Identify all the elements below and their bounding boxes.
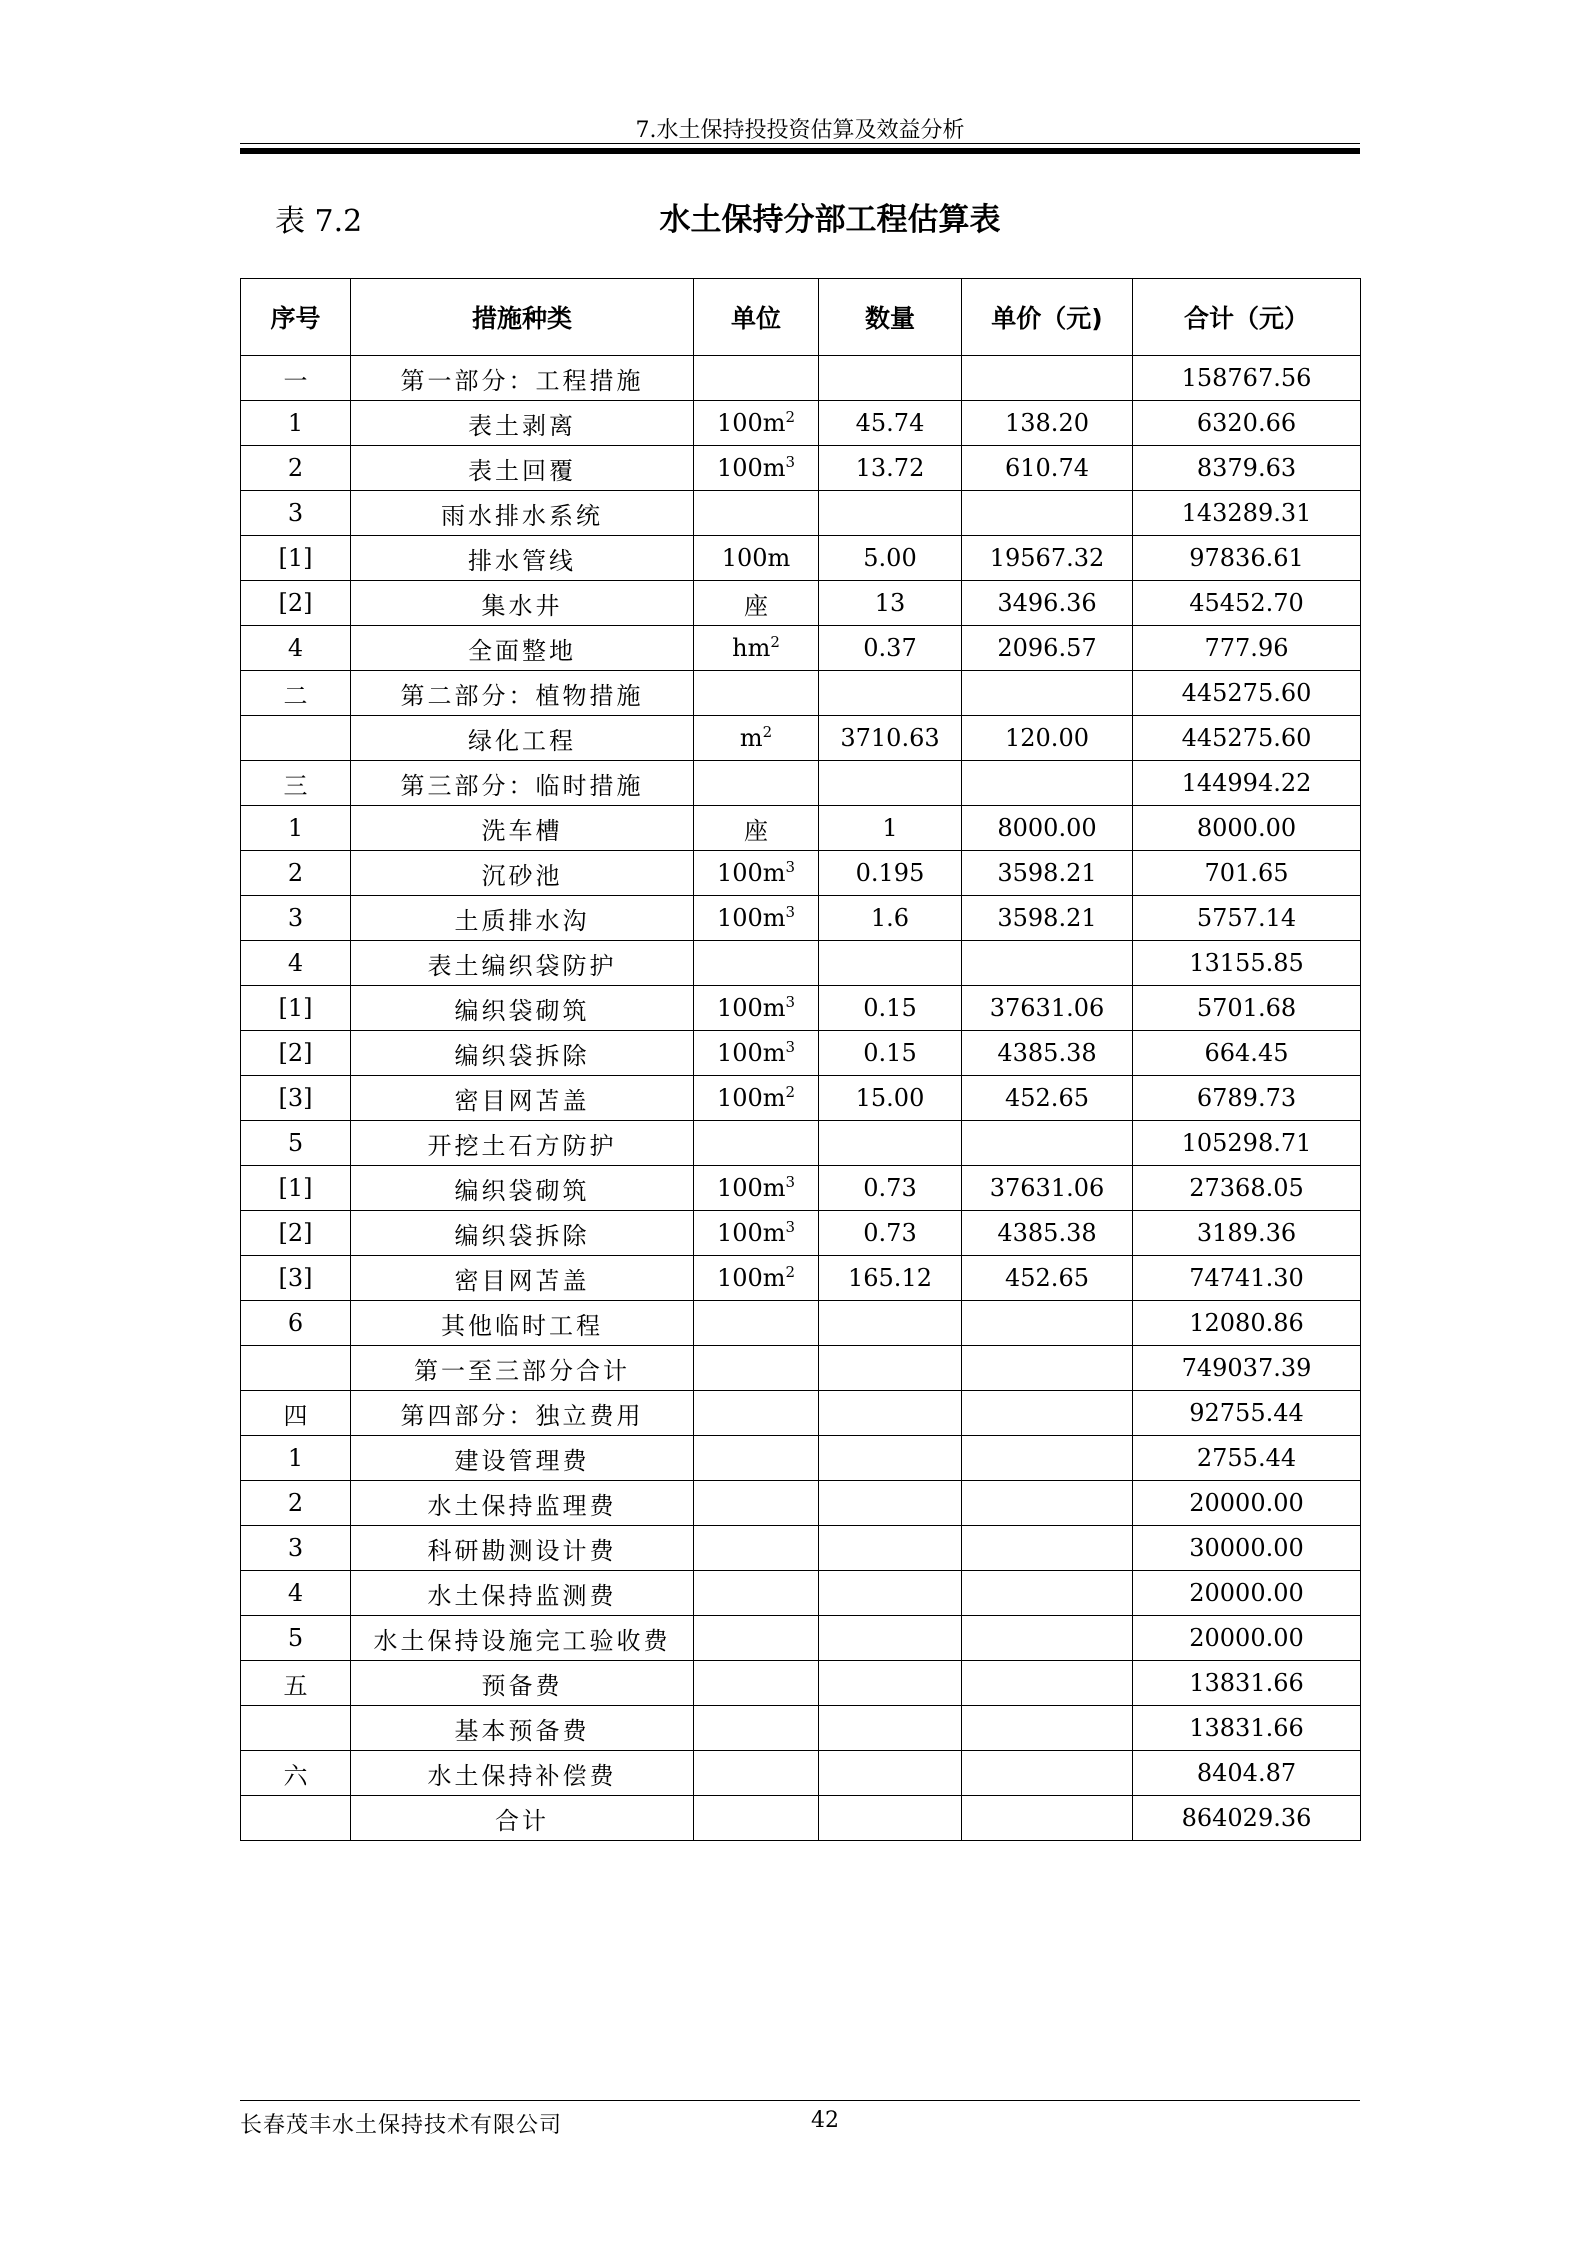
unit-cell <box>694 1616 819 1661</box>
quantity-cell: 0.73 <box>819 1166 962 1211</box>
unit-price-cell <box>962 1346 1133 1391</box>
unit-exponent: 2 <box>770 633 780 651</box>
unit-cell <box>694 851 819 896</box>
table-label: 表 7.2 <box>275 204 363 239</box>
unit-base: 100m <box>716 1084 786 1112</box>
table-row <box>241 896 1361 941</box>
unit-cell <box>694 1391 819 1436</box>
unit-cell <box>694 1436 819 1481</box>
column-header-measure: 措施种类 <box>351 279 694 356</box>
unit-price-cell <box>962 671 1133 716</box>
measure-name-cell: 表土剥离 <box>351 401 694 446</box>
row-number-cell: [3] <box>241 1076 351 1121</box>
unit-price-cell: 37631.06 <box>962 986 1133 1031</box>
quantity-cell <box>819 1391 962 1436</box>
unit-price-cell <box>962 941 1133 986</box>
quantity-cell: 13.72 <box>819 446 962 491</box>
table-row <box>241 1661 1361 1706</box>
table-row <box>241 1211 1361 1256</box>
quantity-cell <box>819 1436 962 1481</box>
row-number-cell: 1 <box>241 806 351 851</box>
quantity-cell: 0.195 <box>819 851 962 896</box>
total-cell: 105298.71 <box>1133 1121 1361 1166</box>
table-row <box>241 1571 1361 1616</box>
unit-price-cell: 3598.21 <box>962 896 1133 941</box>
table-row <box>241 581 1361 626</box>
quantity-cell <box>819 1481 962 1526</box>
row-number-cell: [1] <box>241 1166 351 1211</box>
total-cell: 13831.66 <box>1133 1661 1361 1706</box>
table-row <box>241 1796 1361 1841</box>
column-header-no: 序号 <box>241 279 351 356</box>
row-number-cell <box>241 1346 351 1391</box>
row-number-cell <box>241 716 351 761</box>
unit-base: 100m <box>716 1039 786 1067</box>
unit-cell <box>694 761 819 806</box>
unit-price-cell <box>962 761 1133 806</box>
row-number-cell: 5 <box>241 1616 351 1661</box>
table-row <box>241 1346 1361 1391</box>
row-number-cell: [1] <box>241 986 351 1031</box>
row-number-cell: 3 <box>241 1526 351 1571</box>
unit-cell <box>694 1571 819 1616</box>
quantity-cell: 0.15 <box>819 986 962 1031</box>
measure-name-cell: 基本预备费 <box>351 1706 694 1751</box>
unit-cell <box>694 716 819 761</box>
unit-exponent: 3 <box>785 903 796 921</box>
unit-cell <box>694 986 819 1031</box>
row-number-cell: 4 <box>241 626 351 671</box>
row-number-cell: 六 <box>241 1751 351 1796</box>
measure-name-cell: 第四部分：独立费用 <box>351 1391 694 1436</box>
quantity-cell <box>819 1301 962 1346</box>
quantity-cell <box>819 1526 962 1571</box>
row-number-cell: 四 <box>241 1391 351 1436</box>
total-cell: 701.65 <box>1133 851 1361 896</box>
total-cell: 20000.00 <box>1133 1616 1361 1661</box>
table-row <box>241 1391 1361 1436</box>
unit-base: 100m <box>716 1264 786 1292</box>
unit-price-cell: 2096.57 <box>962 626 1133 671</box>
quantity-cell <box>819 491 962 536</box>
quantity-cell: 13 <box>819 581 962 626</box>
unit-exponent: 2 <box>785 1083 796 1101</box>
unit-cell <box>694 1166 819 1211</box>
row-number-cell: [2] <box>241 1211 351 1256</box>
unit-exponent: 2 <box>785 1263 796 1281</box>
table-row <box>241 1706 1361 1751</box>
table-row <box>241 716 1361 761</box>
measure-name-cell: 建设管理费 <box>351 1436 694 1481</box>
row-number-cell: 1 <box>241 1436 351 1481</box>
unit-price-cell: 3496.36 <box>962 581 1133 626</box>
unit-cell <box>694 896 819 941</box>
row-number-cell: 三 <box>241 761 351 806</box>
row-number-cell: [2] <box>241 581 351 626</box>
quantity-cell <box>819 356 962 401</box>
quantity-cell: 5.00 <box>819 536 962 581</box>
unit-price-cell: 4385.38 <box>962 1031 1133 1076</box>
measure-name-cell: 表土回覆 <box>351 446 694 491</box>
row-number-cell <box>241 1706 351 1751</box>
total-cell: 144994.22 <box>1133 761 1361 806</box>
column-header-unit: 单位 <box>694 279 819 356</box>
unit-exponent: 2 <box>785 408 796 426</box>
estimate-table <box>240 278 1361 1841</box>
total-cell: 13155.85 <box>1133 941 1361 986</box>
unit-base: 座 <box>744 816 768 845</box>
table-row <box>241 1526 1361 1571</box>
row-number-cell: 4 <box>241 1571 351 1616</box>
column-header-total: 合计（元） <box>1133 279 1361 356</box>
table-row <box>241 1751 1361 1796</box>
quantity-cell <box>819 671 962 716</box>
table-row <box>241 1031 1361 1076</box>
row-number-cell: 6 <box>241 1301 351 1346</box>
measure-name-cell: 水土保持补偿费 <box>351 1751 694 1796</box>
table-row <box>241 1166 1361 1211</box>
unit-cell <box>694 1031 819 1076</box>
measure-name-cell: 土质排水沟 <box>351 896 694 941</box>
measure-name-cell: 编织袋砌筑 <box>351 1166 694 1211</box>
quantity-cell <box>819 1346 962 1391</box>
unit-cell <box>694 806 819 851</box>
unit-price-cell <box>962 1436 1133 1481</box>
total-cell: 5757.14 <box>1133 896 1361 941</box>
quantity-cell <box>819 1616 962 1661</box>
row-number-cell: 3 <box>241 491 351 536</box>
table-row <box>241 761 1361 806</box>
total-cell: 6320.66 <box>1133 401 1361 446</box>
measure-name-cell: 集水井 <box>351 581 694 626</box>
unit-base: m <box>739 724 763 752</box>
row-number-cell: 五 <box>241 1661 351 1706</box>
unit-exponent: 3 <box>785 858 796 876</box>
column-header-unit-price: 单价（元) <box>962 279 1133 356</box>
unit-base: 100m <box>716 409 786 437</box>
measure-name-cell: 表土编织袋防护 <box>351 941 694 986</box>
measure-name-cell: 开挖土石方防护 <box>351 1121 694 1166</box>
unit-price-cell: 8000.00 <box>962 806 1133 851</box>
table-row <box>241 851 1361 896</box>
running-header: 7.水土保持投投资估算及效益分析 <box>635 118 965 143</box>
unit-price-cell <box>962 1526 1133 1571</box>
total-cell: 664.45 <box>1133 1031 1361 1076</box>
table-row <box>241 1616 1361 1661</box>
quantity-cell: 0.73 <box>819 1211 962 1256</box>
total-cell: 445275.60 <box>1133 716 1361 761</box>
unit-price-cell: 452.65 <box>962 1256 1133 1301</box>
table-row <box>241 356 1361 401</box>
unit-price-cell: 4385.38 <box>962 1211 1133 1256</box>
unit-price-cell <box>962 1391 1133 1436</box>
row-number-cell: 5 <box>241 1121 351 1166</box>
unit-exponent: 3 <box>785 453 796 471</box>
table-row <box>241 1076 1361 1121</box>
quantity-cell <box>819 1571 962 1616</box>
measure-name-cell: 第三部分：临时措施 <box>351 761 694 806</box>
measure-name-cell: 编织袋砌筑 <box>351 986 694 1031</box>
unit-cell <box>694 1481 819 1526</box>
table-row <box>241 941 1361 986</box>
unit-base: 100m <box>716 994 786 1022</box>
measure-name-cell: 第一部分：工程措施 <box>351 356 694 401</box>
table-row <box>241 671 1361 716</box>
unit-cell <box>694 1076 819 1121</box>
total-cell: 20000.00 <box>1133 1571 1361 1616</box>
measure-name-cell: 第一至三部分合计 <box>351 1346 694 1391</box>
quantity-cell <box>819 761 962 806</box>
quantity-cell: 0.15 <box>819 1031 962 1076</box>
table-row <box>241 446 1361 491</box>
unit-price-cell <box>962 1796 1133 1841</box>
unit-price-cell <box>962 1751 1133 1796</box>
measure-name-cell: 水土保持监测费 <box>351 1571 694 1616</box>
unit-cell <box>694 1661 819 1706</box>
unit-cell <box>694 1526 819 1571</box>
measure-name-cell: 科研勘测设计费 <box>351 1526 694 1571</box>
row-number-cell: 二 <box>241 671 351 716</box>
measure-name-cell: 雨水排水系统 <box>351 491 694 536</box>
unit-cell <box>694 941 819 986</box>
measure-name-cell: 编织袋拆除 <box>351 1031 694 1076</box>
measure-name-cell: 绿化工程 <box>351 716 694 761</box>
unit-exponent: 3 <box>785 993 796 1011</box>
table-row <box>241 401 1361 446</box>
total-cell: 45452.70 <box>1133 581 1361 626</box>
unit-cell <box>694 1796 819 1841</box>
total-cell: 777.96 <box>1133 626 1361 671</box>
unit-base: 100m <box>716 859 786 887</box>
quantity-cell <box>819 1796 962 1841</box>
measure-name-cell: 合计 <box>351 1796 694 1841</box>
unit-base: 座 <box>744 591 768 620</box>
row-number-cell: [2] <box>241 1031 351 1076</box>
unit-price-cell: 452.65 <box>962 1076 1133 1121</box>
unit-price-cell <box>962 1301 1133 1346</box>
table-row <box>241 1481 1361 1526</box>
column-header-quantity: 数量 <box>819 279 962 356</box>
quantity-cell: 0.37 <box>819 626 962 671</box>
unit-price-cell <box>962 1121 1133 1166</box>
unit-price-cell <box>962 1661 1133 1706</box>
total-cell: 8404.87 <box>1133 1751 1361 1796</box>
unit-price-cell <box>962 491 1133 536</box>
row-number-cell: 3 <box>241 896 351 941</box>
unit-price-cell: 3598.21 <box>962 851 1133 896</box>
unit-cell <box>694 1301 819 1346</box>
footer-company: 长春茂丰水土保持技术有限公司 <box>240 2113 563 2138</box>
table-header-row <box>241 279 1361 356</box>
measure-name-cell: 预备费 <box>351 1661 694 1706</box>
quantity-cell: 45.74 <box>819 401 962 446</box>
header-rule-thin <box>240 143 1360 144</box>
total-cell: 92755.44 <box>1133 1391 1361 1436</box>
unit-base: 100m <box>716 1174 786 1202</box>
measure-name-cell: 密目网苫盖 <box>351 1256 694 1301</box>
total-cell: 864029.36 <box>1133 1796 1361 1841</box>
unit-exponent: 3 <box>785 1038 796 1056</box>
unit-cell <box>694 401 819 446</box>
row-number-cell <box>241 1796 351 1841</box>
table-row <box>241 1121 1361 1166</box>
unit-cell <box>694 536 819 581</box>
unit-cell <box>694 1706 819 1751</box>
unit-exponent: 3 <box>785 1218 796 1236</box>
measure-name-cell: 沉砂池 <box>351 851 694 896</box>
total-cell: 27368.05 <box>1133 1166 1361 1211</box>
measure-name-cell: 水土保持设施完工验收费 <box>351 1616 694 1661</box>
unit-cell <box>694 1121 819 1166</box>
unit-base: 100m <box>716 1219 786 1247</box>
row-number-cell: [1] <box>241 536 351 581</box>
unit-price-cell: 37631.06 <box>962 1166 1133 1211</box>
total-cell: 8000.00 <box>1133 806 1361 851</box>
measure-name-cell: 编织袋拆除 <box>351 1211 694 1256</box>
total-cell: 5701.68 <box>1133 986 1361 1031</box>
table-row <box>241 536 1361 581</box>
table-row <box>241 626 1361 671</box>
measure-name-cell: 洗车槽 <box>351 806 694 851</box>
header-rule-thick <box>240 148 1360 154</box>
row-number-cell: 2 <box>241 446 351 491</box>
unit-exponent: 2 <box>762 723 773 741</box>
unit-cell <box>694 356 819 401</box>
table-row <box>241 1256 1361 1301</box>
quantity-cell: 1 <box>819 806 962 851</box>
quantity-cell <box>819 1751 962 1796</box>
total-cell: 3189.36 <box>1133 1211 1361 1256</box>
total-cell: 20000.00 <box>1133 1481 1361 1526</box>
measure-name-cell: 全面整地 <box>351 626 694 671</box>
measure-name-cell: 密目网苫盖 <box>351 1076 694 1121</box>
unit-cell <box>694 1346 819 1391</box>
measure-name-cell: 排水管线 <box>351 536 694 581</box>
total-cell: 158767.56 <box>1133 356 1361 401</box>
measure-name-cell: 第二部分：植物措施 <box>351 671 694 716</box>
total-cell: 74741.30 <box>1133 1256 1361 1301</box>
table-row <box>241 1301 1361 1346</box>
unit-price-cell <box>962 1481 1133 1526</box>
row-number-cell: 1 <box>241 401 351 446</box>
unit-price-cell <box>962 1706 1133 1751</box>
unit-cell <box>694 1211 819 1256</box>
footer-rule <box>240 2100 1360 2101</box>
quantity-cell: 3710.63 <box>819 716 962 761</box>
table-title: 水土保持分部工程估算表 <box>659 202 1001 238</box>
unit-exponent: 3 <box>785 1173 796 1191</box>
unit-base: 100m <box>721 544 791 572</box>
unit-price-cell: 610.74 <box>962 446 1133 491</box>
quantity-cell <box>819 1661 962 1706</box>
total-cell: 30000.00 <box>1133 1526 1361 1571</box>
row-number-cell: 2 <box>241 851 351 896</box>
total-cell: 8379.63 <box>1133 446 1361 491</box>
unit-cell <box>694 1256 819 1301</box>
table-row <box>241 986 1361 1031</box>
table-row <box>241 1436 1361 1481</box>
quantity-cell: 1.6 <box>819 896 962 941</box>
total-cell: 12080.86 <box>1133 1301 1361 1346</box>
measure-name-cell: 其他临时工程 <box>351 1301 694 1346</box>
table-row <box>241 806 1361 851</box>
quantity-cell <box>819 1121 962 1166</box>
table-body <box>241 356 1361 1841</box>
unit-cell <box>694 626 819 671</box>
total-cell: 97836.61 <box>1133 536 1361 581</box>
row-number-cell: [3] <box>241 1256 351 1301</box>
unit-price-cell: 19567.32 <box>962 536 1133 581</box>
quantity-cell: 15.00 <box>819 1076 962 1121</box>
total-cell: 13831.66 <box>1133 1706 1361 1751</box>
unit-cell <box>694 446 819 491</box>
page-number: 42 <box>811 2108 839 2133</box>
quantity-cell: 165.12 <box>819 1256 962 1301</box>
quantity-cell <box>819 941 962 986</box>
row-number-cell: 4 <box>241 941 351 986</box>
total-cell: 6789.73 <box>1133 1076 1361 1121</box>
total-cell: 143289.31 <box>1133 491 1361 536</box>
total-cell: 749037.39 <box>1133 1346 1361 1391</box>
row-number-cell: 一 <box>241 356 351 401</box>
unit-price-cell <box>962 356 1133 401</box>
total-cell: 2755.44 <box>1133 1436 1361 1481</box>
unit-price-cell <box>962 1616 1133 1661</box>
unit-cell <box>694 671 819 716</box>
unit-price-cell: 120.00 <box>962 716 1133 761</box>
unit-price-cell: 138.20 <box>962 401 1133 446</box>
total-cell: 445275.60 <box>1133 671 1361 716</box>
unit-price-cell <box>962 1571 1133 1616</box>
measure-name-cell: 水土保持监理费 <box>351 1481 694 1526</box>
unit-cell <box>694 581 819 626</box>
unit-cell <box>694 491 819 536</box>
unit-base: hm <box>732 634 771 662</box>
quantity-cell <box>819 1706 962 1751</box>
unit-cell <box>694 1751 819 1796</box>
row-number-cell: 2 <box>241 1481 351 1526</box>
unit-base: 100m <box>716 454 786 482</box>
table-row <box>241 491 1361 536</box>
unit-base: 100m <box>716 904 786 932</box>
